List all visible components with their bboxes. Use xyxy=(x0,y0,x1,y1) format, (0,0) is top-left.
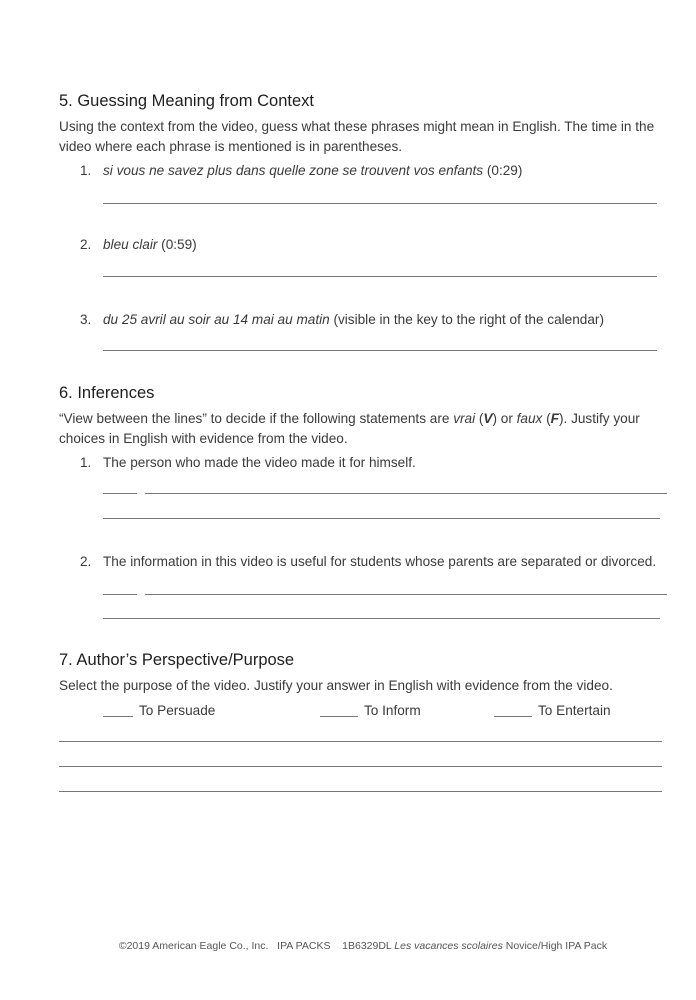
question-text xyxy=(103,310,604,330)
answer-line[interactable] xyxy=(59,766,662,767)
time-note: (visible in the key to the right of the calendar) xyxy=(329,312,604,327)
answer-line[interactable] xyxy=(103,518,660,519)
true-false-blank[interactable] xyxy=(103,493,137,494)
inform-blank[interactable] xyxy=(320,716,358,717)
section-5-heading: 5. Guessing Meaning from Context xyxy=(59,92,314,110)
answer-line[interactable] xyxy=(59,791,662,792)
answer-line[interactable] xyxy=(145,594,667,595)
question-item xyxy=(80,161,91,181)
french-phrase: si vous ne savez plus dans quelle zone se trouvent vos enfants xyxy=(103,163,484,178)
french-phrase: du 25 avril au soir au 14 mai au matin xyxy=(103,312,330,327)
section-5-intro-2: video where each phrase is mentioned is in parentheses. xyxy=(59,139,403,154)
time-note: (0:29) xyxy=(483,163,523,178)
answer-line[interactable] xyxy=(145,493,667,494)
french-phrase: bleu clair xyxy=(103,237,158,252)
section-6-heading: 6. Inferences xyxy=(59,384,155,402)
answer-line[interactable] xyxy=(103,350,657,351)
section-6-intro-2: choices in English with evidence from the video. xyxy=(59,431,348,446)
option-persuade: To Persuade xyxy=(139,703,216,718)
section-5-intro-1: Using the context from the video, guess what these phrases might mean in English. The time in the xyxy=(59,119,655,134)
answer-line[interactable] xyxy=(59,741,662,742)
entertain-blank[interactable] xyxy=(494,716,532,717)
section-6-intro-1: “View between the lines” to decide if the following statements are vrai (V) or faux (F). Justify your xyxy=(59,411,640,426)
answer-line[interactable] xyxy=(103,618,660,619)
question-text xyxy=(103,235,197,255)
answer-line[interactable] xyxy=(103,203,657,204)
item-number: 2. xyxy=(80,554,92,569)
time-note: (0:59) xyxy=(157,237,197,252)
item-number: 2. xyxy=(80,237,92,252)
option-entertain: To Entertain xyxy=(538,703,611,718)
persuade-blank[interactable] xyxy=(103,716,133,717)
item-number: 3. xyxy=(80,312,92,327)
item-number: 1. xyxy=(80,455,92,470)
option-inform: To Inform xyxy=(364,703,421,718)
statement-text: The person who made the video made it for himself. xyxy=(103,455,416,470)
item-number: 1. xyxy=(80,163,92,178)
footer: ©2019 American Eagle Co., Inc. IPA PACKS 1B6329DL Les vacances scolaires Novice/High IPA Pack xyxy=(118,940,608,952)
question-text xyxy=(103,161,522,181)
section-7-intro: Select the purpose of the video. Justify your answer in English with evidence from the video. xyxy=(59,678,613,693)
true-false-blank[interactable] xyxy=(103,594,137,595)
section-7-heading: 7. Author’s Perspective/Purpose xyxy=(59,651,295,669)
answer-line[interactable] xyxy=(103,276,657,277)
statement-text: The information in this video is useful for students whose parents are separated or divorced. xyxy=(103,554,657,569)
